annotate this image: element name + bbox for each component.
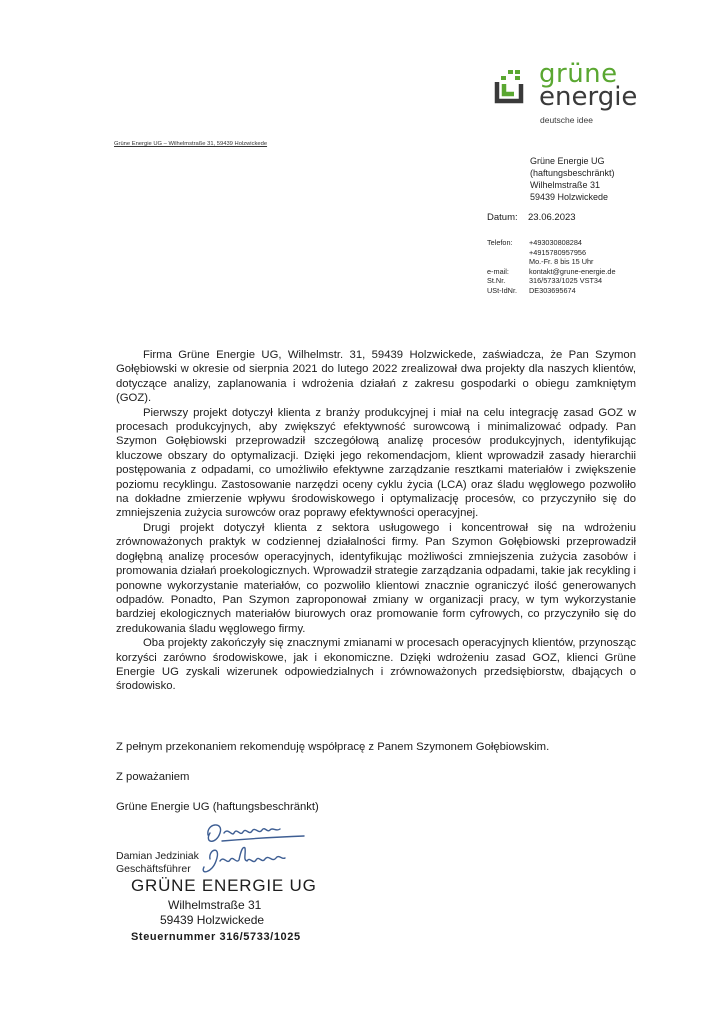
return-address: Grüne Energie UG – Wilhelmstraße 31, 59439 Holzwickede <box>114 141 268 147</box>
signer-block <box>116 850 199 876</box>
contact-value: DE303695674 <box>529 285 576 295</box>
date-value: 23.06.2023 <box>528 212 576 223</box>
stamp-company-name: GRÜNE ENERGIE UG <box>131 876 317 895</box>
stamp-tax-number: Steuernummer 316/5733/1025 <box>131 931 301 943</box>
recipient-line: Wilhelmstraße 31 <box>530 180 601 190</box>
contact-info <box>487 238 616 295</box>
contact-key: e-mail: <box>487 266 509 276</box>
contact-key: USt-IdNr. <box>487 285 518 295</box>
signer-name: Damian Jedziniak <box>116 850 199 862</box>
contact-key <box>487 248 529 258</box>
recipient-line: Grüne Energie UG <box>530 156 605 166</box>
recipient-line: (haftungsbeschränkt) <box>530 168 615 178</box>
logo-word-grune: grüne <box>539 59 618 89</box>
logo-tagline: deutsche idee <box>540 115 593 125</box>
stamp-city: 59439 Holzwickede <box>160 913 265 927</box>
contact-value: kontakt@grune-energie.de <box>529 266 616 276</box>
contact-row <box>487 267 616 277</box>
contact-value: Mo.-Fr. 8 bis 15 Uhr <box>529 257 594 266</box>
contact-row <box>487 257 616 267</box>
contact-row <box>487 286 616 296</box>
contact-row <box>487 276 616 286</box>
contact-key: Telefon: <box>487 238 513 247</box>
body-paragraph: Oba projekty zakończyły się znacznymi zmianami w procesach operacyjnych klientów, przynosząc korzyści zarówno środowiskowe, jak i ekonomiczne. Dzięki wdrożeniu zasad GOZ, klienci Grüne Energie UG zyskali wizerunek odpowiedzialnych i zrównoważonych przedsiębiorstw, dbających o środowisko. <box>116 637 636 693</box>
date-label: Datum: <box>487 212 518 223</box>
company-logo <box>494 59 644 132</box>
letter-body <box>116 348 636 694</box>
contact-row <box>487 248 616 258</box>
greeting: Z poważaniem <box>116 771 190 783</box>
body-paragraph: Drugi projekt dotyczył klienta z sektora usługowego i koncentrował się na wdrożeniu zrównoważonych praktyk w codziennej działalności firmy. Pan Szymon Gołębiowski przeprowadził dogłębną analizę procesów operacyjnych, identyfikując możliwości zmniejszenia zużycia zasobów i promowania działań proekologicznych. Wprowadził strategie zarządzania odpadami, takie jak recykling i ponowne wykorzystanie materiałów, co pozwoliło klientowi znacznie ograniczyć ilość generowanych odpadów. Ponadto, Pan Szymon zaproponował zmiany w organizacji pracy, w tym wykorzystanie bardziej ekologicznych materiałów biurowych oraz promowanie form cyfrowych, co przyczyniło się do zredukowania śladu węglowego firmy. <box>116 521 636 635</box>
body-paragraph: Firma Grüne Energie UG, Wilhelmstr. 31, 59439 Holzwickede, zaświadcza, że Pan Szymon Gołębiowski w okresie od sierpnia 2021 do lutego 2022 zrealizował dwa projekty dla naszych klientów, dotyczące analizy, zaplanowania i wdrożenia działań z zakresu gospodarki o obiegu zamkniętym (GOZ). <box>116 349 636 405</box>
date-row <box>487 212 576 223</box>
recommendation-line: Z pełnym przekonaniem rekomenduję współpracę z Panem Szymonem Gołębiowskim. <box>116 741 550 753</box>
company-line: Grüne Energie UG (haftungsbeschränkt) <box>116 801 319 813</box>
signer-role: Geschäftsführer <box>116 863 191 875</box>
contact-key: St.Nr. <box>487 276 506 285</box>
contact-value: 316/5733/1025 VST34 <box>529 276 603 285</box>
recipient-line: 59439 Holzwickede <box>530 192 609 202</box>
logo-mark-icon <box>494 70 524 104</box>
logo-word-energie: energie <box>539 82 638 112</box>
stamp-street: Wilhelmstraße 31 <box>168 898 262 912</box>
contact-value: +4915780957956 <box>529 247 587 257</box>
contact-value: +493030808284 <box>529 238 582 247</box>
contact-row <box>487 238 616 248</box>
body-paragraph: Pierwszy projekt dotyczył klienta z branży produkcyjnej i miał na celu integrację zasad GOZ w procesach produkcyjnych, aby zwiększyć efektywność surowcową i minimalizować odpady. Pan Szymon Gołębiowski przeprowadził szczegółową analizę procesów produkcyjnych, identyfikując kluczowe obszary do optymalizacji. Dzięki jego rekomendacjom, klient wprowadził zasady hierarchii postępowania z odpadami, co umożliwiło efektywne zarządzanie resztkami materiałów i zwiększenie poziomu recyklingu. Zastosowanie narzędzi oceny cyklu życia (LCA) oraz śladu węglowego pozwoliło na dokładne zmierzenie wpływu środowiskowego i optymalizację procesów, co przyczyniło się do zmniejszenia zużycia surowców oraz poprawy efektywności operacyjnej. <box>116 406 636 520</box>
recipient-address <box>530 155 615 203</box>
contact-key <box>487 257 529 267</box>
